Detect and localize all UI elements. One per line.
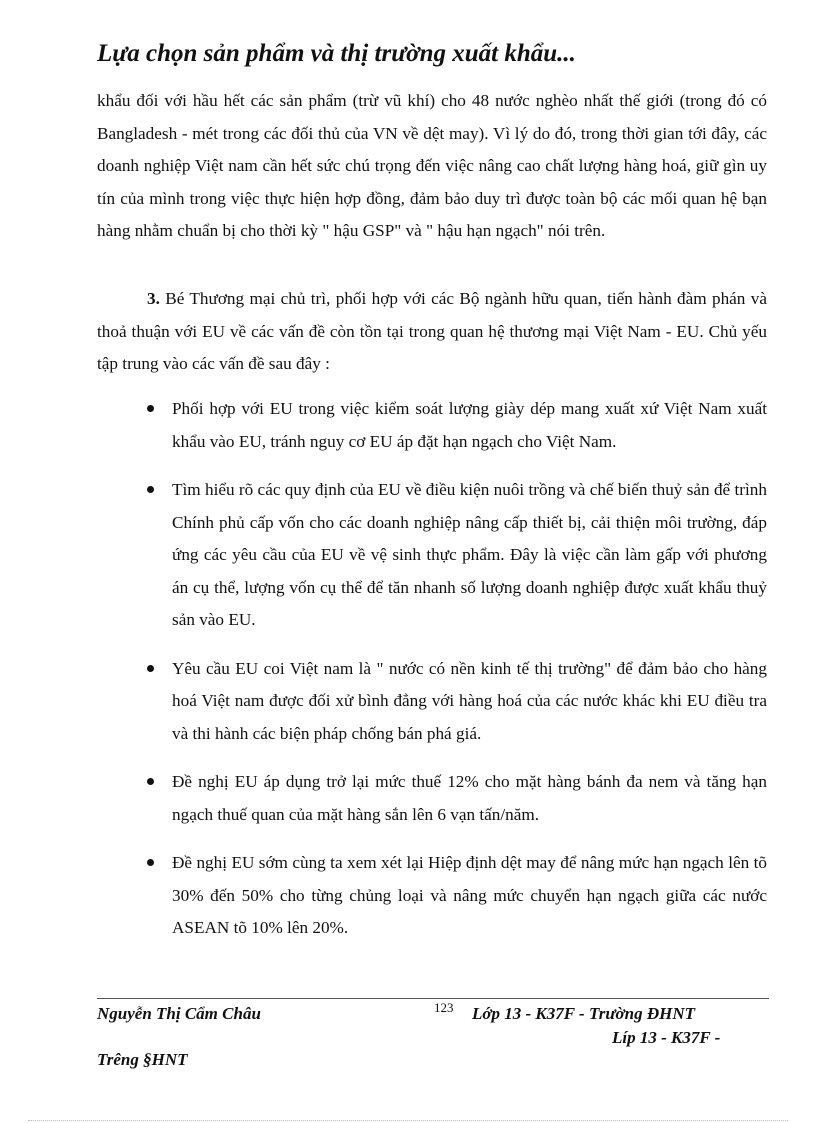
bullet-icon <box>147 405 154 412</box>
list-item-text: Tìm hiểu rõ các quy định của EU về điều kiện nuôi trồng và chế biến thuỷ sản để trình Chính phủ cấp vốn cho các doanh nghiệp nâng cấp thiết bị, cải thiện môi trường, đáp ứng các yêu cầu của EU về vệ sinh thực phẩm. Đây là việc cần làm gấp với phương án cụ thể, lượng vốn cụ thể để tăn nhanh số lượng doanh nghiệp được xuất khẩu thuỷ sản vào EU. <box>172 480 767 629</box>
list-item-text: Yêu cầu EU coi Việt nam là " nước có nền kinh tế thị trường" để đảm bảo cho hàng hoá Việt nam được đối xử bình đẳng với hàng hoá của các nước khác khi EU điều tra và thi hành các biện pháp chống bán phá giá. <box>172 658 767 743</box>
list-item <box>97 474 767 637</box>
recommendation-list <box>97 393 767 961</box>
footer-class-info-duplicate: Líp 13 - K37F - <box>612 1028 721 1047</box>
list-item <box>97 393 767 458</box>
page-title: Lựa chọn sản phẩm và thị trường xuất khẩu... <box>97 40 576 67</box>
footer-school-duplicate: Trêng §HNT <box>97 1050 188 1069</box>
page-number: 123 <box>434 1000 454 1015</box>
list-item-text: Đề nghị EU áp dụng trở lại mức thuế 12% cho mặt hàng bánh đa nem và tăng hạn ngạch thuế quan của mặt hàng sắn lên 6 vạn tấn/năm. <box>172 772 767 824</box>
list-item <box>97 847 767 945</box>
page-bottom-border <box>28 1120 788 1121</box>
list-item-text: Phối hợp với EU trong việc kiểm soát lượng giày dép mang xuất xứ Việt Nam xuất khẩu vào EU, tránh nguy cơ EU áp đặt hạn ngạch cho Việt Nam. <box>172 399 767 451</box>
list-item <box>97 766 767 831</box>
bullet-icon <box>147 486 154 493</box>
list-item-text: Đề nghị EU sớm cùng ta xem xét lại Hiệp định dệt may để nâng mức hạn ngạch lên tõ 30% đến 50% cho từng chủng loại và nâng mức chuyển hạn ngạch giữa các nước ASEAN tõ 10% lên 20%. <box>172 853 767 937</box>
list-item <box>97 653 767 751</box>
paragraph-2-number: 3. <box>147 289 160 308</box>
footer-author: Nguyễn Thị Cẩm Châu <box>97 1004 261 1023</box>
bullet-icon <box>147 859 154 866</box>
bullet-icon <box>147 778 154 785</box>
paragraph-1: khẩu đối với hầu hết các sản phẩm (trừ vũ khí) cho 48 nước nghèo nhất thế giới (trong đó có Bangladesh - mét trong các đối thủ của VN về dệt may). Vì lý do đó, trong thời gian tới đây, các doanh nghiệp Việt nam cần hết sức chú trọng đến việc nâng cao chất lượng hàng hoá, giữ gìn uy tín của mình trong việc thực hiện hợp đồng, đảm bảo duy trì được toàn bộ các mối quan hệ bạn hàng nhằm chuẩn bị cho thời kỳ " hậu GSP" và " hậu hạn ngạch" nói trên. <box>97 91 767 240</box>
footer-class-info: Lớp 13 - K37F - Trường ĐHNT <box>472 1004 695 1023</box>
bullet-icon <box>147 665 154 672</box>
paragraph-2 <box>97 283 767 381</box>
footer-divider <box>97 998 769 999</box>
paragraph-2-text: Bé Thương mại chủ trì, phối hợp với các Bộ ngành hữu quan, tiến hành đàm phán và thoả thuận với EU về các vấn đề còn tồn tại trong quan hệ thương mại Việt Nam - EU. Chủ yếu tập trung vào các vấn đề sau đây : <box>97 289 767 373</box>
